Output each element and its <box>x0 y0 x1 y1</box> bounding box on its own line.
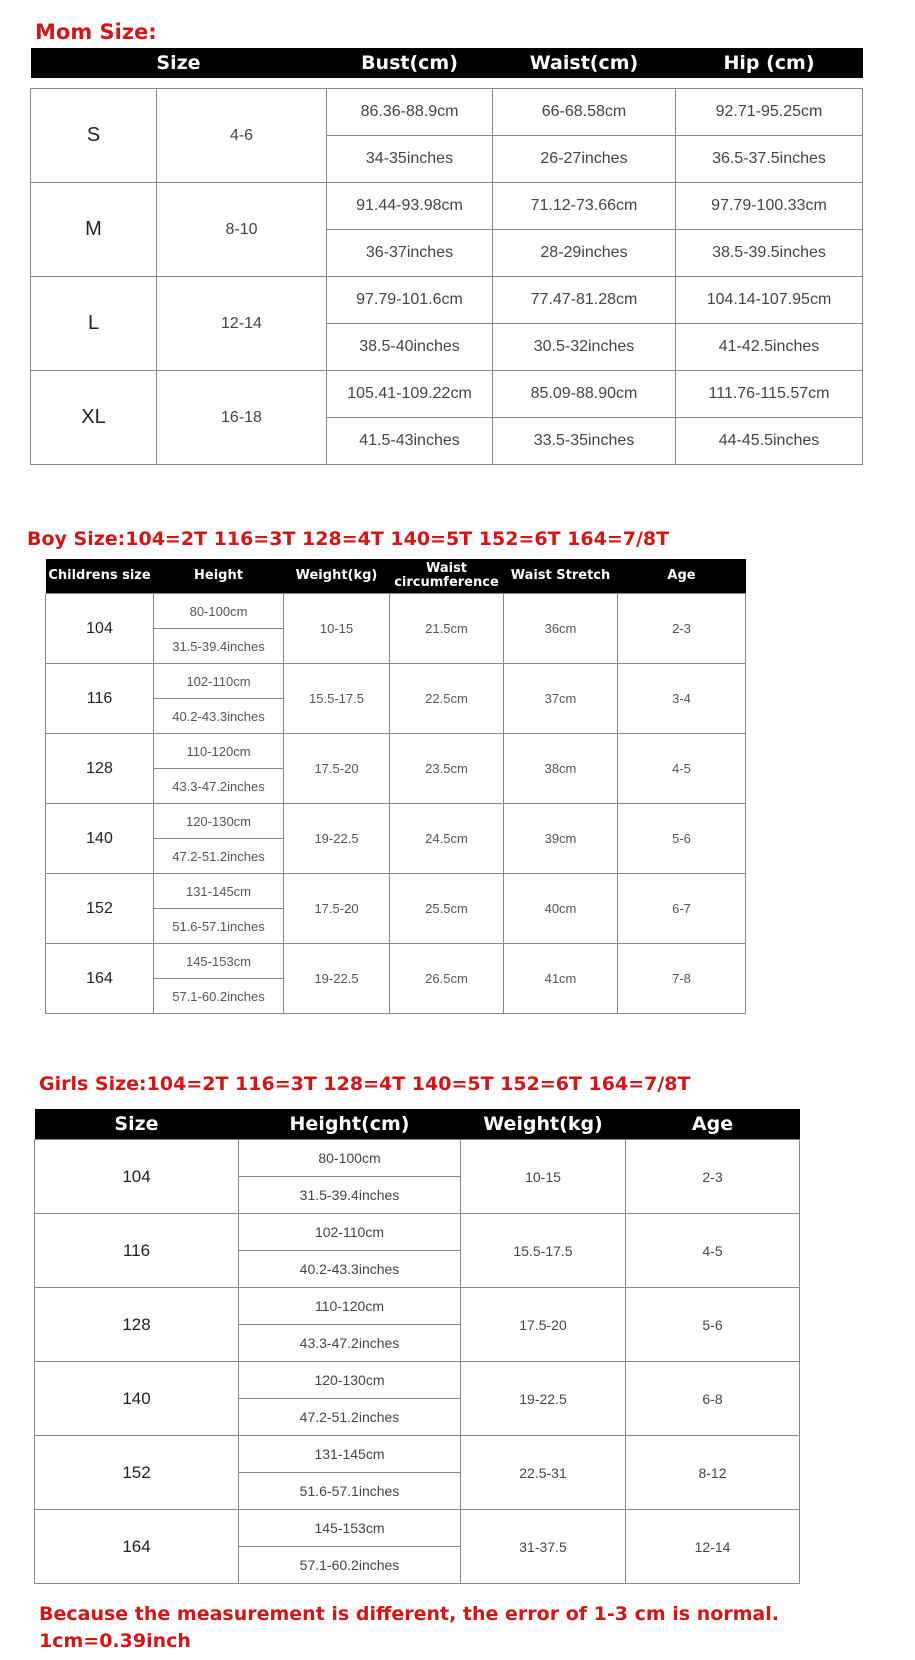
mom-hip-inches: 44-45.5inches <box>676 418 863 465</box>
girls-height-inches: 31.5-39.4inches <box>239 1177 461 1214</box>
mom-waist-cm: 85.09-88.90cm <box>493 371 676 418</box>
boy-header-waist-line2: circumference <box>394 575 499 590</box>
mom-size-range: 8-10 <box>157 183 327 277</box>
mom-hip-cm: 92.71-95.25cm <box>676 89 863 136</box>
boy-row <box>46 944 746 979</box>
boy-height-cm: 110-120cm <box>154 734 284 769</box>
girls-height-inches: 57.1-60.2inches <box>239 1547 461 1584</box>
mom-size-letter: L <box>31 277 157 371</box>
girls-weight: 15.5-17.5 <box>461 1214 626 1288</box>
girls-size: 104 <box>35 1140 239 1214</box>
mom-waist-inches: 33.5-35inches <box>493 418 676 465</box>
girls-age: 2-3 <box>626 1140 800 1214</box>
mom-row <box>31 89 863 136</box>
mom-hip-inches: 41-42.5inches <box>676 324 863 371</box>
mom-waist-cm: 66-68.58cm <box>493 89 676 136</box>
boy-waist-stretch: 37cm <box>504 664 618 734</box>
boy-size: 140 <box>46 804 154 874</box>
mom-size-letter: XL <box>31 371 157 465</box>
girls-height-cm: 80-100cm <box>239 1140 461 1177</box>
mom-hip-cm: 97.79-100.33cm <box>676 183 863 230</box>
girls-age: 5-6 <box>626 1288 800 1362</box>
boy-age: 7-8 <box>618 944 746 1014</box>
boy-size-heading: Boy Size:104=2T 116=3T 128=4T 140=5T 152=6T 164=7/8T <box>27 528 670 550</box>
girls-age: 6-8 <box>626 1362 800 1436</box>
girls-row <box>35 1362 800 1399</box>
girls-row <box>35 1140 800 1177</box>
girls-age: 12-14 <box>626 1510 800 1584</box>
girls-weight: 19-22.5 <box>461 1362 626 1436</box>
boy-waist: 22.5cm <box>390 664 504 734</box>
boy-weight: 15.5-17.5 <box>284 664 390 734</box>
boy-waist-stretch: 40cm <box>504 874 618 944</box>
conversion-note: 1cm=0.39inch <box>39 1630 191 1652</box>
girls-size: 116 <box>35 1214 239 1288</box>
girls-height-cm: 102-110cm <box>239 1214 461 1251</box>
girls-height-inches: 43.3-47.2inches <box>239 1325 461 1362</box>
boy-waist: 25.5cm <box>390 874 504 944</box>
boy-weight: 10-15 <box>284 594 390 664</box>
mom-bust-cm: 105.41-109.22cm <box>327 371 493 418</box>
boy-header-waist-line1: Waist <box>425 561 468 576</box>
boy-row <box>46 874 746 909</box>
boy-waist-stretch: 41cm <box>504 944 618 1014</box>
boy-waist: 23.5cm <box>390 734 504 804</box>
girls-size: 140 <box>35 1362 239 1436</box>
boy-row <box>46 594 746 629</box>
boy-size: 104 <box>46 594 154 664</box>
boy-height-cm: 131-145cm <box>154 874 284 909</box>
girls-header-age: Age <box>626 1109 800 1140</box>
mom-header-hip: Hip (cm) <box>676 48 863 78</box>
girls-size-heading: Girls Size:104=2T 116=3T 128=4T 140=5T 152=6T 164=7/8T <box>39 1073 691 1095</box>
boy-height-cm: 145-153cm <box>154 944 284 979</box>
boy-weight: 19-22.5 <box>284 944 390 1014</box>
mom-bust-inches: 38.5-40inches <box>327 324 493 371</box>
mom-waist-cm: 77.47-81.28cm <box>493 277 676 324</box>
boy-row <box>46 804 746 839</box>
girls-height-cm: 145-153cm <box>239 1510 461 1547</box>
boy-row <box>46 734 746 769</box>
boy-age: 5-6 <box>618 804 746 874</box>
mom-row <box>31 183 863 230</box>
boy-waist-stretch: 38cm <box>504 734 618 804</box>
boy-age: 4-5 <box>618 734 746 804</box>
boy-size-table <box>45 559 746 1014</box>
mom-hip-inches: 38.5-39.5inches <box>676 230 863 277</box>
boy-header-age: Age <box>618 559 746 594</box>
girls-height-inches: 51.6-57.1inches <box>239 1473 461 1510</box>
girls-weight: 22.5-31 <box>461 1436 626 1510</box>
boy-waist-stretch: 36cm <box>504 594 618 664</box>
mom-gap-cell <box>31 78 863 89</box>
boy-waist: 24.5cm <box>390 804 504 874</box>
girls-age: 8-12 <box>626 1436 800 1510</box>
mom-size-range: 4-6 <box>157 89 327 183</box>
mom-bust-inches: 41.5-43inches <box>327 418 493 465</box>
boy-header-childrens-size: Childrens size <box>46 559 154 594</box>
girls-height-cm: 120-130cm <box>239 1362 461 1399</box>
boy-age: 3-4 <box>618 664 746 734</box>
mom-waist-inches: 28-29inches <box>493 230 676 277</box>
girls-weight: 10-15 <box>461 1140 626 1214</box>
boy-age: 6-7 <box>618 874 746 944</box>
boy-size: 116 <box>46 664 154 734</box>
girls-weight: 17.5-20 <box>461 1288 626 1362</box>
mom-row <box>31 277 863 324</box>
mom-header-bust: Bust(cm) <box>327 48 493 78</box>
girls-size: 164 <box>35 1510 239 1584</box>
mom-size-range: 16-18 <box>157 371 327 465</box>
girls-header-weight: Weight(kg) <box>461 1109 626 1140</box>
girls-weight: 31-37.5 <box>461 1510 626 1584</box>
boy-height-inches: 57.1-60.2inches <box>154 979 284 1014</box>
boy-size: 164 <box>46 944 154 1014</box>
girls-header-size: Size <box>35 1109 239 1140</box>
mom-header-gap <box>31 78 863 89</box>
boy-header-weight: Weight(kg) <box>284 559 390 594</box>
mom-bust-cm: 97.79-101.6cm <box>327 277 493 324</box>
mom-bust-inches: 36-37inches <box>327 230 493 277</box>
girls-row <box>35 1214 800 1251</box>
girls-size: 152 <box>35 1436 239 1510</box>
girls-height-inches: 40.2-43.3inches <box>239 1251 461 1288</box>
mom-waist-inches: 30.5-32inches <box>493 324 676 371</box>
boy-weight: 19-22.5 <box>284 804 390 874</box>
mom-hip-cm: 111.76-115.57cm <box>676 371 863 418</box>
boy-header-waist-circumference <box>390 559 504 594</box>
mom-size-heading: Mom Size: <box>35 20 157 44</box>
boy-height-cm: 80-100cm <box>154 594 284 629</box>
measurement-note: Because the measurement is different, the error of 1-3 cm is normal. <box>39 1603 779 1625</box>
boy-height-inches: 47.2-51.2inches <box>154 839 284 874</box>
girls-row <box>35 1288 800 1325</box>
boy-waist: 21.5cm <box>390 594 504 664</box>
mom-waist-cm: 71.12-73.66cm <box>493 183 676 230</box>
boy-height-cm: 102-110cm <box>154 664 284 699</box>
girls-row <box>35 1510 800 1547</box>
boy-height-inches: 40.2-43.3inches <box>154 699 284 734</box>
mom-hip-cm: 104.14-107.95cm <box>676 277 863 324</box>
mom-header-size: Size <box>31 48 327 78</box>
mom-header-waist: Waist(cm) <box>493 48 676 78</box>
mom-waist-inches: 26-27inches <box>493 136 676 183</box>
boy-header-waist-stretch: Waist Stretch <box>504 559 618 594</box>
boy-weight: 17.5-20 <box>284 874 390 944</box>
boy-row <box>46 664 746 699</box>
mom-bust-inches: 34-35inches <box>327 136 493 183</box>
boy-size: 152 <box>46 874 154 944</box>
mom-size-range: 12-14 <box>157 277 327 371</box>
girls-height-cm: 110-120cm <box>239 1288 461 1325</box>
boy-weight: 17.5-20 <box>284 734 390 804</box>
girls-age: 4-5 <box>626 1214 800 1288</box>
mom-row <box>31 371 863 418</box>
boy-size: 128 <box>46 734 154 804</box>
mom-header-row <box>31 48 863 78</box>
boy-header-row <box>46 559 746 594</box>
mom-bust-cm: 86.36-88.9cm <box>327 89 493 136</box>
girls-header-row <box>35 1109 800 1140</box>
boy-height-cm: 120-130cm <box>154 804 284 839</box>
girls-header-height: Height(cm) <box>239 1109 461 1140</box>
mom-bust-cm: 91.44-93.98cm <box>327 183 493 230</box>
mom-size-letter: S <box>31 89 157 183</box>
boy-age: 2-3 <box>618 594 746 664</box>
boy-height-inches: 43.3-47.2inches <box>154 769 284 804</box>
girls-size: 128 <box>35 1288 239 1362</box>
boy-waist-stretch: 39cm <box>504 804 618 874</box>
boy-height-inches: 31.5-39.4inches <box>154 629 284 664</box>
mom-hip-inches: 36.5-37.5inches <box>676 136 863 183</box>
boy-height-inches: 51.6-57.1inches <box>154 909 284 944</box>
boy-waist: 26.5cm <box>390 944 504 1014</box>
girls-height-inches: 47.2-51.2inches <box>239 1399 461 1436</box>
mom-size-letter: M <box>31 183 157 277</box>
boy-header-height: Height <box>154 559 284 594</box>
girls-size-table <box>34 1109 800 1584</box>
girls-row <box>35 1436 800 1473</box>
girls-height-cm: 131-145cm <box>239 1436 461 1473</box>
mom-size-table <box>30 48 863 465</box>
